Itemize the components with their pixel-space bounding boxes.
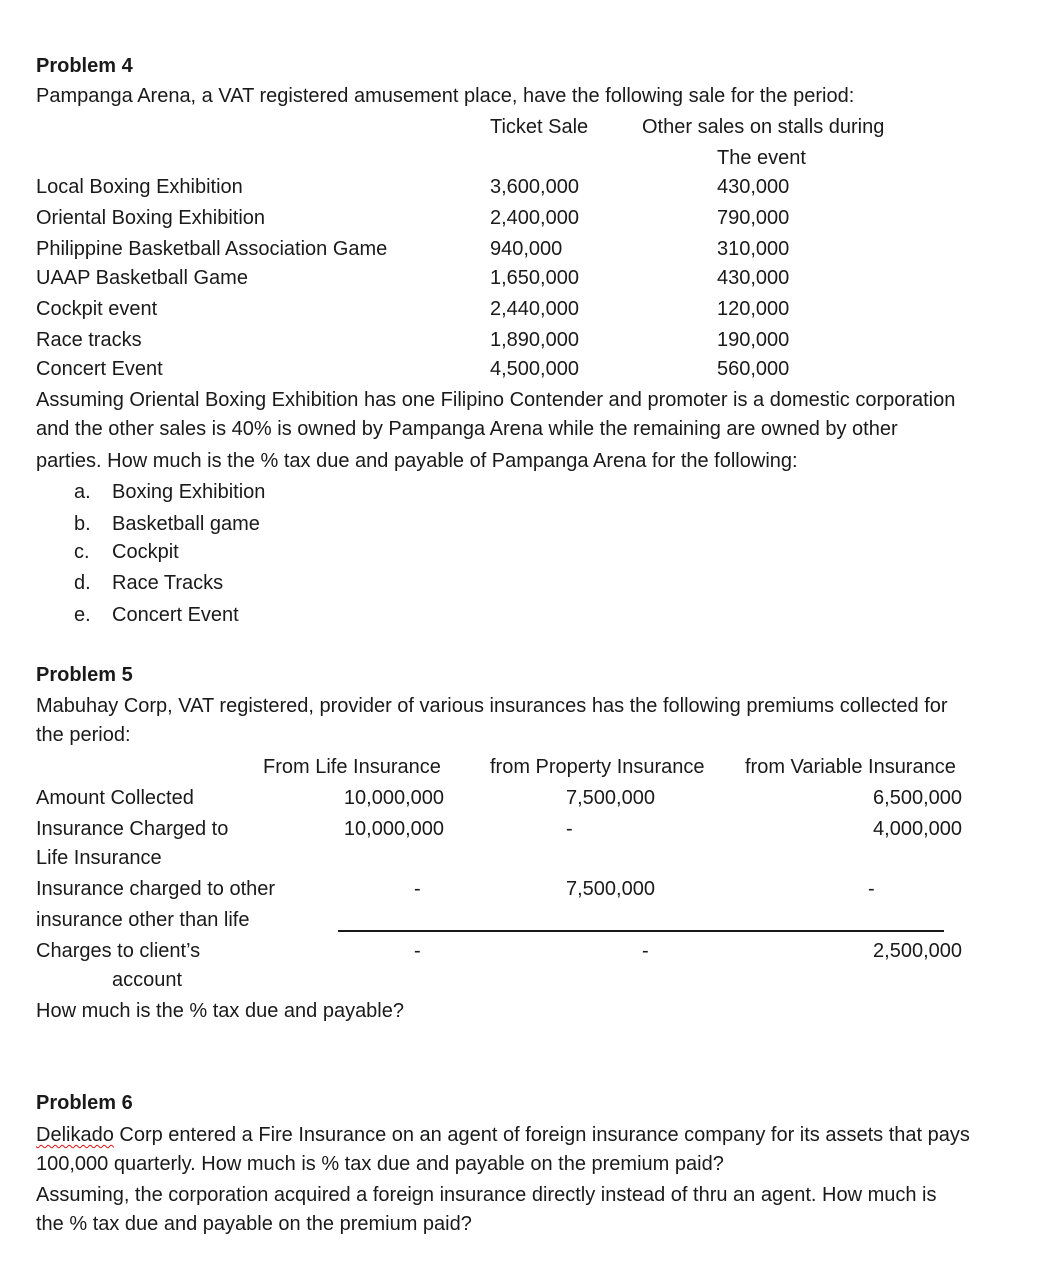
p4-row-ticket: 3,600,000 bbox=[490, 176, 579, 198]
p5-row-label-cont: insurance other than life bbox=[36, 909, 250, 931]
p5-cell-life: - bbox=[414, 940, 421, 962]
p5-row-label: Insurance Charged to bbox=[36, 818, 229, 840]
p4-assumption-line: Assuming Oriental Boxing Exhibition has one Filipino Contender and promoter is a domestic corporation bbox=[36, 389, 956, 411]
p5-cell-property: 7,500,000 bbox=[566, 787, 655, 809]
p5-cell-variable: 6,500,000 bbox=[873, 787, 962, 809]
p4-item-text: Boxing Exhibition bbox=[112, 481, 266, 503]
p4-assumption-line: parties. How much is the % tax due and payable of Pampanga Arena for the following: bbox=[36, 450, 798, 472]
p4-ticket-sale-header: Ticket Sale bbox=[490, 116, 589, 138]
p5-cell-variable: 2,500,000 bbox=[873, 940, 962, 962]
p4-item-text: Concert Event bbox=[112, 604, 239, 626]
p4-row-other: 310,000 bbox=[717, 238, 790, 260]
p4-row-label: Race tracks bbox=[36, 329, 142, 351]
p5-row-label: Charges to client’s bbox=[36, 940, 201, 962]
p4-item-letter: a. bbox=[74, 481, 91, 503]
p5-cell-life: 10,000,000 bbox=[343, 818, 444, 840]
p5-cell-life: 10,000,000 bbox=[343, 787, 444, 809]
p4-row-other: 120,000 bbox=[717, 298, 790, 320]
p5-header-life: From Life Insurance bbox=[263, 756, 441, 778]
p5-cell-property: - bbox=[566, 818, 573, 840]
p4-item-text: Race Tracks bbox=[112, 572, 224, 594]
p4-row-label: Local Boxing Exhibition bbox=[36, 176, 243, 198]
p5-cell-variable: 4,000,000 bbox=[873, 818, 962, 840]
p4-row-other: 560,000 bbox=[717, 358, 790, 380]
p6-line-3: Assuming, the corporation acquired a foreign insurance directly instead of thru an agent. How much is bbox=[36, 1184, 937, 1206]
p4-row-label: Philippine Basketball Association Game bbox=[36, 238, 388, 260]
problem-4-intro: Pampanga Arena, a VAT registered amusement place, have the following sale for the period: bbox=[36, 85, 855, 107]
p4-row-label: Concert Event bbox=[36, 358, 163, 380]
p5-cell-life: - bbox=[414, 878, 421, 900]
p6-line-2: 100,000 quarterly. How much is % tax due and payable on the premium paid? bbox=[36, 1153, 724, 1175]
p5-row-label: Amount Collected bbox=[36, 787, 194, 809]
p6-misspelled-word: Delikado bbox=[36, 1124, 114, 1146]
p4-assumption-line: and the other sales is 40% is owned by Pampanga Arena while the remaining are owned by other bbox=[36, 418, 898, 440]
p5-question: How much is the % tax due and payable? bbox=[36, 1000, 404, 1022]
p5-row-label-cont: Life Insurance bbox=[36, 847, 162, 869]
p6-line-1 bbox=[36, 1123, 970, 1147]
problem-4-title: Problem 4 bbox=[36, 55, 133, 77]
p4-row-other: 790,000 bbox=[717, 207, 790, 229]
p4-item-letter: e. bbox=[74, 604, 91, 626]
problem-5-intro: the period: bbox=[36, 724, 131, 746]
p4-row-other: 190,000 bbox=[717, 329, 790, 351]
p4-item-letter: c. bbox=[74, 541, 90, 563]
p4-item-letter: d. bbox=[74, 572, 91, 594]
p6-line-1-rest: Corp entered a Fire Insurance on an agent of foreign insurance company for its assets that pays bbox=[113, 1124, 970, 1146]
problem-6-title: Problem 6 bbox=[36, 1092, 133, 1114]
p4-row-ticket: 2,440,000 bbox=[490, 298, 579, 320]
p4-item-text: Basketball game bbox=[112, 513, 260, 535]
p4-row-other: 430,000 bbox=[717, 176, 790, 198]
p4-row-ticket: 1,650,000 bbox=[490, 267, 579, 289]
p4-row-ticket: 1,890,000 bbox=[490, 329, 579, 351]
p5-cell-property: - bbox=[642, 940, 649, 962]
p5-cell-variable: - bbox=[868, 878, 875, 900]
p4-row-ticket: 4,500,000 bbox=[490, 358, 579, 380]
p5-row-label: Insurance charged to other bbox=[36, 878, 276, 900]
p5-total-rule bbox=[338, 930, 944, 932]
p4-other-sales-header: Other sales on stalls during bbox=[642, 116, 885, 138]
problem-5-title: Problem 5 bbox=[36, 664, 133, 686]
p4-row-label: Oriental Boxing Exhibition bbox=[36, 207, 266, 229]
p6-line-4: the % tax due and payable on the premium paid? bbox=[36, 1213, 472, 1235]
p5-cell-property: 7,500,000 bbox=[566, 878, 655, 900]
p4-row-other: 430,000 bbox=[717, 267, 790, 289]
problem-5-intro: Mabuhay Corp, VAT registered, provider of various insurances has the following premiums collected for bbox=[36, 695, 948, 717]
p4-item-letter: b. bbox=[74, 513, 91, 535]
p4-row-label: UAAP Basketball Game bbox=[36, 267, 248, 289]
p5-header-property: from Property Insurance bbox=[490, 756, 705, 778]
p4-other-sales-header-2: The event bbox=[717, 147, 806, 169]
p4-row-ticket: 940,000 bbox=[490, 238, 563, 260]
p5-header-variable: from Variable Insurance bbox=[745, 756, 956, 778]
p4-item-text: Cockpit bbox=[112, 541, 179, 563]
p4-row-ticket: 2,400,000 bbox=[490, 207, 579, 229]
p5-row-label-cont: account bbox=[112, 969, 183, 991]
p4-row-label: Cockpit event bbox=[36, 298, 158, 320]
